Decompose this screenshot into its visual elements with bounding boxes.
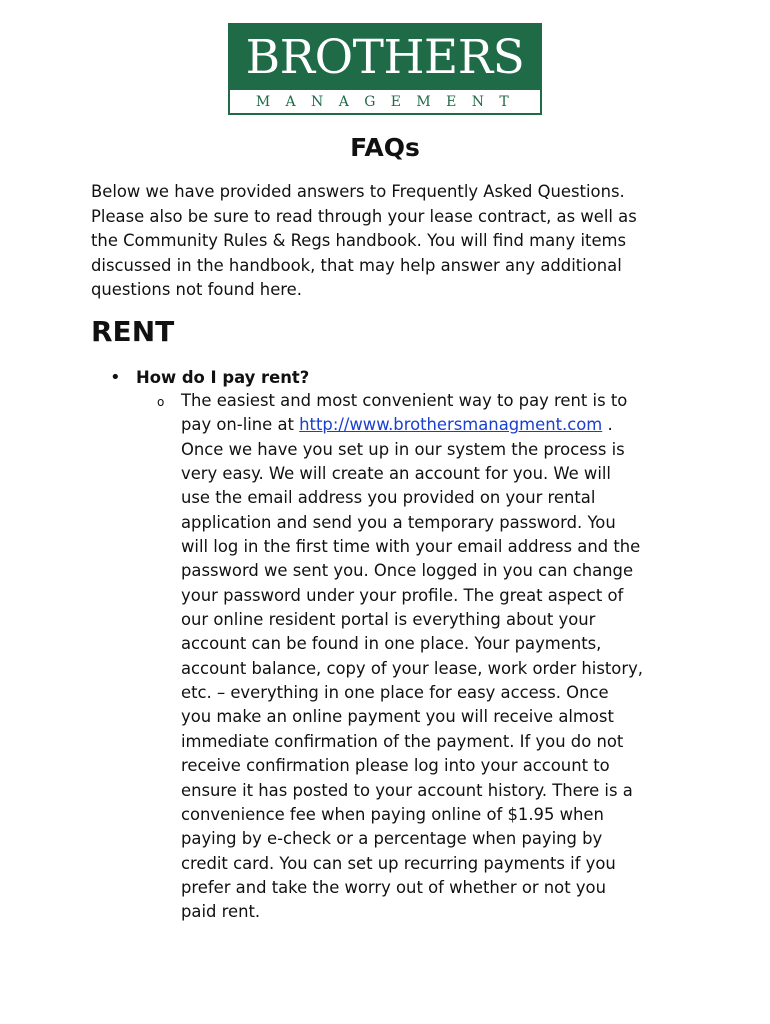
- intro-line: discussed in the handbook, that may help answer any additional: [91, 255, 622, 275]
- answer-line: password we sent you. Once logged in you can change: [181, 561, 634, 581]
- answer-line: convenience fee when paying online of $1.95 when: [181, 804, 604, 824]
- answer-line: very easy. We will create an account for you. We will: [181, 464, 611, 484]
- answer-line: ensure it has posted to your account history. There is a: [181, 780, 633, 800]
- intro-line: Below we have provided answers to Frequently Asked Questions.: [91, 182, 625, 201]
- answer-line: prefer and take the worry out of whether or not you: [181, 877, 606, 897]
- answer-line: account balance, copy of your lease, work order history,: [181, 658, 643, 678]
- page-title: FAQs: [350, 133, 420, 162]
- answer-line: you make an online payment you will receive almost: [181, 707, 614, 727]
- logo-subtitle: MANAGEMENT: [255, 94, 525, 110]
- sub-bullet-icon: o: [157, 395, 165, 409]
- answer-line: will log in the first time with your email address and the: [181, 537, 641, 557]
- bullet-icon: •: [110, 367, 121, 388]
- answer-line: paying by e-check or a percentage when paying by: [181, 829, 603, 849]
- answer-line: credit card. You can set up recurring payments if you: [181, 853, 616, 873]
- answer-line: your password under your profile. The great aspect of: [181, 585, 624, 605]
- answer-line: Once we have you set up in our system the process is: [181, 439, 625, 459]
- answer-link-prefix: pay on-line at: [181, 415, 300, 435]
- intro-line: the Community Rules & Regs handbook. You will find many items: [91, 231, 627, 250]
- intro-line: questions not found here.: [91, 280, 302, 299]
- answer-link-suffix: .: [602, 415, 613, 435]
- answer-line: receive confirmation please log into your account to: [181, 756, 610, 776]
- answer-line-with-link: [181, 413, 701, 437]
- answer-line: paid rent.: [181, 902, 261, 922]
- answer-line: immediate confirmation of the payment. If you do not: [181, 731, 624, 751]
- logo-wordmark: BROTHERS: [230, 25, 540, 90]
- intro-paragraph: [91, 180, 691, 303]
- section-heading-rent: RENT: [91, 315, 175, 348]
- answer-line: application and send you a temporary password. You: [181, 512, 616, 532]
- faq-question: How do I pay rent?: [136, 368, 310, 387]
- answer-line: etc. – everything in one place for easy access. Once: [181, 683, 609, 703]
- answer-line: use the email address you provided on your rental: [181, 488, 596, 508]
- intro-line: Please also be sure to read through your lease contract, as well as: [91, 206, 637, 226]
- answer-line: The easiest and most convenient way to pay rent is to: [181, 391, 628, 410]
- website-link[interactable]: http://www.brothersmanagment.com: [299, 415, 603, 435]
- brothers-management-logo: [228, 23, 542, 115]
- faq-answer: [181, 389, 701, 925]
- answer-line: account can be found in one place. Your payments,: [181, 634, 602, 654]
- answer-line: our online resident portal is everything about your: [181, 610, 596, 630]
